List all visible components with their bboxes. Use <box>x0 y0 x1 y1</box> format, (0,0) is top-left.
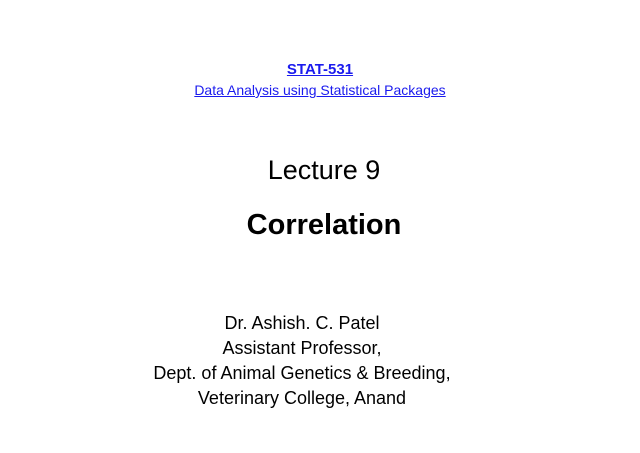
author-position: Assistant Professor, <box>222 338 382 358</box>
author-name: Dr. Ashish. C. Patel <box>224 313 380 333</box>
course-title-link[interactable]: Data Analysis using Statistical Packages <box>194 82 446 98</box>
course-code-link[interactable]: STAT-531 <box>286 61 354 78</box>
author-institution: Veterinary College, Anand <box>197 388 407 408</box>
lecture-number: Lecture 9 <box>267 155 381 185</box>
author-block <box>146 311 458 411</box>
lecture-topic: Correlation <box>246 209 402 241</box>
author-department: Dept. of Animal Genetics & Breeding, <box>153 363 451 383</box>
